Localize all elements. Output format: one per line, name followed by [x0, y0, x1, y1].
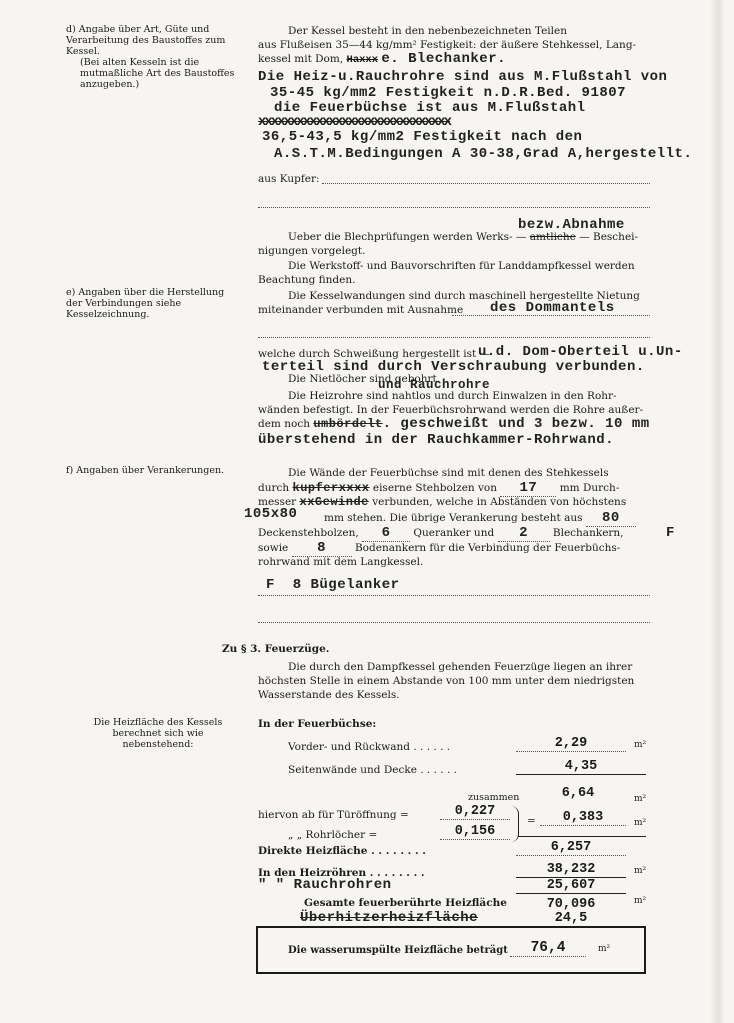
note-e: e) Angaben über die Herstellung der Verbindungen siehe Kesselzeichnung. — [66, 287, 225, 320]
e-line-8-strike: umbördelt — [313, 417, 383, 431]
hf-sum-unit: m² — [634, 818, 647, 828]
e-line-7: wänden befestigt. In der Feuerbüchsrohrwand werden die Rohre außer- — [258, 404, 644, 416]
hf-rohr-value: 0,156 — [440, 824, 510, 840]
hf-box-label: Die wasserumspülte Heizfläche beträgt — [288, 945, 508, 956]
hf-row-1-unit: m² — [634, 740, 647, 750]
f-bugel: F 8 Bügelanker — [266, 577, 400, 593]
hf-direkt-value: 6,257 — [516, 840, 626, 856]
e-line-2: miteinander verbunden mit Ausnahme — [258, 304, 464, 316]
hf-box-unit: m² — [598, 944, 611, 954]
hf-rauch-value: 25,607 — [516, 878, 626, 894]
hf-row-3-value: 6,64 — [561, 786, 595, 801]
e-fill-8: . geschweißt und 3 bezw. 10 mm — [382, 416, 650, 432]
f-blank-line — [258, 622, 650, 623]
f-val-17: 17 — [500, 481, 556, 497]
hf-gesamt-label: Gesamte feuerberührte Heizfläche — [304, 897, 507, 909]
d-werk-1: Die Werkstoff- und Bauvorschriften für Landdampfkessel werden — [288, 260, 635, 272]
f-val-8: 8 — [292, 541, 352, 557]
hf-row-3-unit: m² — [634, 794, 647, 804]
s3-p1: Die durch den Dampfkessel gehenden Feuerzüge liegen an ihrer — [288, 661, 633, 673]
f-val-105: 105x80 — [244, 506, 298, 522]
hf-heizrohr-value: 38,232 — [516, 862, 626, 878]
hf-sum-value: 0,383 — [540, 810, 626, 826]
d-kupfer-label: aus Kupfer: — [258, 173, 320, 185]
e-fill-9: überstehend in der Rauchkammer-Rohrwand. — [258, 432, 615, 448]
hf-ueber-label: Überhitzerheizfläche — [300, 910, 479, 926]
hf-heizrohr-label: In den Heizröhren . . . . . . . . — [258, 867, 425, 879]
e-line-1: Die Kesselwandungen sind durch maschinell hergestellte Nietung — [288, 290, 640, 302]
f-line-6a: sowie — [258, 542, 289, 554]
f-line-7: rohrwand mit dem Langkessel. — [258, 556, 424, 568]
f-line-5a: Deckenstehbolzen, — [258, 527, 359, 539]
note-d-label: d) Angabe über Art, Güte und Verarbeitung des Baustoffes zum Kessel. — [66, 24, 226, 57]
f-line-3b: verbunden, welche in Abständen von höchstens — [372, 496, 627, 508]
d-print-3-strike: Haxxx — [346, 54, 379, 66]
hf-sum-rule — [518, 836, 646, 837]
e-fill-4: terteil sind durch Verschraubung verbunden. — [262, 359, 645, 375]
e-blank-line — [258, 337, 650, 338]
d-blank-line — [258, 207, 650, 208]
hf-row-3-label: zusammen — [468, 792, 520, 803]
f-line-2c: mm Durch- — [559, 482, 620, 494]
f-val-2: 2 — [498, 526, 550, 542]
hf-result-box — [256, 926, 646, 974]
e-line-3: welche durch Schweißung hergestellt ist — — [258, 348, 491, 360]
hf-tuer-label: hiervon ab für Türöffnung = — [258, 809, 409, 821]
d-print-1: Der Kessel besteht in den nebenbezeichneten Teilen — [288, 25, 567, 37]
note-d — [66, 24, 236, 90]
f-line-2b: eiserne Stehbolzen von — [372, 482, 498, 494]
note-f: f) Angaben über Verankerungen. — [66, 465, 225, 476]
d-print-3-text: kessel mit Dom, — [258, 53, 344, 65]
d-print-3 — [258, 52, 506, 67]
d-type-4: die Feuerbüchse ist aus M.Flußstahl — [274, 100, 586, 116]
hf-heading: In der Feuerbüchse: — [258, 718, 377, 730]
f-line-4a: mm stehen. Die übrige Verankerung besteht aus — [324, 512, 583, 524]
e-line-8-text: dem noch — [258, 418, 310, 430]
e-fill-2: des Dommantels — [490, 300, 615, 316]
d-type-5-strike: xxxxxxxxxxxxxxxxxxxxxxxxxxxxxx — [258, 114, 451, 130]
s3-p2: höchsten Stelle in einem Abstande von 100 mm unter dem niedrigsten — [258, 675, 635, 687]
d-kupfer-line — [322, 183, 650, 184]
e-fill-3: u.d. Dom-Oberteil u.Un- — [478, 344, 683, 360]
d-type-6: 36,5-43,5 kg/mm2 Festigkeit nach den — [262, 129, 583, 145]
f-bugel-line — [258, 595, 650, 596]
d-blech-1 — [288, 230, 638, 244]
hf-row-1-label: Vorder- und Rückwand . . . . . . — [288, 741, 451, 753]
f-line-4 — [324, 511, 636, 527]
hf-rohr-label: „ „ Rohrlöcher = — [288, 829, 378, 841]
f-line-2-strike: kupferxxxx — [292, 481, 370, 495]
d-type-3: 35-45 kg/mm2 Festigkeit n.D.R.Bed. 91807 — [270, 85, 627, 101]
d-type-2: Die Heiz-u.Rauchrohre sind aus M.Flußstahl von — [258, 69, 668, 85]
s3-heading: Zu § 3. Feuerzüge. — [222, 643, 330, 655]
hf-tuer-value: 0,227 — [440, 804, 510, 820]
hf-row-2-label: Seitenwände und Decke . . . . . . — [288, 764, 457, 776]
e-line-5: Die Nietlöcher sind gebohrt. — [288, 373, 441, 385]
hf-row-2-value: 4,35 — [516, 759, 646, 775]
f-val-80: 80 — [586, 511, 636, 527]
f-line-3 — [258, 495, 626, 510]
e-line-6-insert: und Rauchrohre — [378, 378, 491, 392]
f-line-2a: durch — [258, 482, 290, 494]
f-margin-F: F — [666, 525, 675, 541]
hf-gesamt-unit: m² — [634, 896, 647, 906]
f-line-5 — [258, 526, 624, 542]
hf-gesamt-value: 70,096 — [546, 897, 596, 912]
d-werk-2: Beachtung finden. — [258, 274, 356, 286]
f-line-5b: Queranker und — [413, 527, 495, 539]
f-line-1: Die Wände der Feuerbüchse sind mit denen des Stehkessels — [288, 467, 609, 479]
hf-row-1-value: 2,29 — [516, 736, 626, 752]
hf-box-value: 76,4 — [510, 940, 586, 957]
d-blech-1-strike: amtliche — [529, 231, 576, 243]
d-abnahme-insert: bezw.Abnahme — [518, 217, 625, 233]
e-line-8 — [258, 417, 650, 432]
d-blech-1b: — Beschei- — [579, 231, 639, 243]
f-line-6b: Bodenankern für die Verbindung der Feuerbüchs- — [354, 542, 621, 554]
d-print-2: aus Flußeisen 35—44 kg/mm² Festigkeit: der äußere Stehkessel, Lang- — [258, 39, 637, 51]
d-blech-1a: Ueber die Blechprüfungen werden Werks- — — [288, 231, 527, 243]
d-type-1: e. Blechanker. — [381, 51, 506, 67]
note-heizflaeche: Die Heizfläche des Kessels berechnet sich wie nebenstehend: — [93, 717, 223, 750]
hf-equals: = — [527, 815, 536, 827]
f-line-3-strike: xxGewinde — [299, 495, 369, 509]
f-line-5c: Blechankern, — [552, 527, 624, 539]
e-line-6: Die Heizrohre sind nahtlos und durch Einwalzen in den Rohr- — [288, 390, 617, 402]
f-line-3a: messer — [258, 496, 297, 508]
hf-direkt-label: Direkte Heizfläche . . . . . . . . — [258, 845, 426, 857]
note-d-sub: (Bei alten Kesseln ist die mutmaßliche Art des Baustoffes anzugeben.) — [80, 57, 235, 90]
s3-p3: Wasserstande des Kessels. — [258, 689, 400, 701]
f-val-6: 6 — [362, 526, 410, 542]
d-blech-2: nigungen vorgelegt. — [258, 245, 366, 257]
hf-ueber-value: 24,5 — [554, 911, 588, 926]
page-edge-shadow — [710, 0, 724, 1023]
d-type-7: A.S.T.M.Bedingungen A 30-38,Grad A,hergestellt. — [274, 146, 693, 162]
hf-rauch-label: " " Rauchrohren — [258, 877, 392, 893]
hf-heizrohr-unit: m² — [634, 866, 647, 876]
